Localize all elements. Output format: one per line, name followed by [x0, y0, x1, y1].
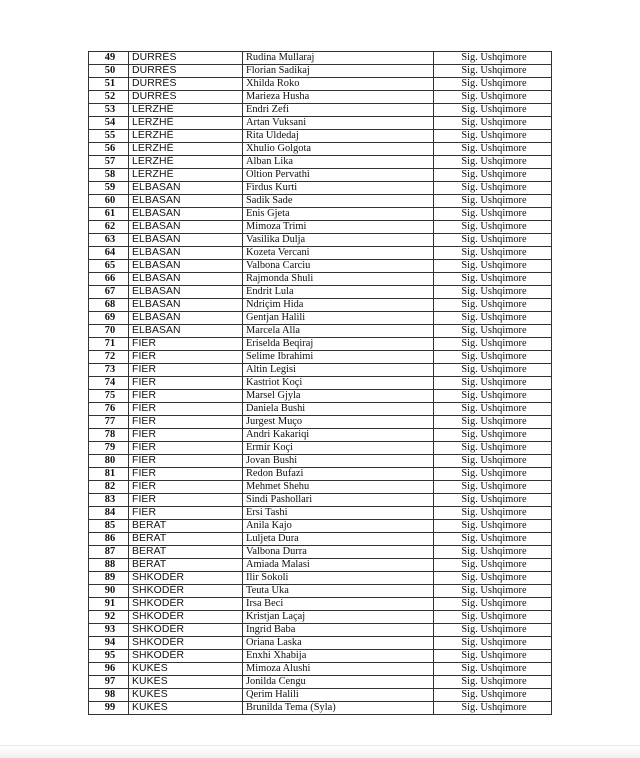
role-cell: Sig. Ushqimore [434, 572, 552, 585]
table-row [89, 65, 552, 78]
table-row [89, 325, 552, 338]
row-number-cell: 88 [89, 559, 129, 572]
role-cell: Sig. Ushqimore [434, 338, 552, 351]
person-name-cell: Daniela Bushi [243, 403, 434, 416]
role-cell: Sig. Ushqimore [434, 52, 552, 65]
city-cell: BERAT [129, 520, 243, 533]
table-row [89, 546, 552, 559]
person-name-cell: Kristjan Laçaj [243, 611, 434, 624]
person-name-cell: Luljeta Dura [243, 533, 434, 546]
city-cell: LERZHË [129, 117, 243, 130]
role-cell: Sig. Ushqimore [434, 104, 552, 117]
role-cell: Sig. Ushqimore [434, 611, 552, 624]
city-cell: SHKODËR [129, 637, 243, 650]
person-name-cell: Marsel Gjyla [243, 390, 434, 403]
row-number-cell: 56 [89, 143, 129, 156]
city-cell: FIER [129, 338, 243, 351]
row-number-cell: 67 [89, 286, 129, 299]
table-row [89, 286, 552, 299]
row-number-cell: 86 [89, 533, 129, 546]
person-name-cell: Mimoza Trimi [243, 221, 434, 234]
person-name-cell: Rajmonda Shuli [243, 273, 434, 286]
person-name-cell: Alban Lika [243, 156, 434, 169]
person-name-cell: Kozeta Vercani [243, 247, 434, 260]
city-cell: LERZHË [129, 104, 243, 117]
table-row [89, 208, 552, 221]
table-row [89, 260, 552, 273]
staff-table-body [89, 52, 552, 715]
row-number-cell: 59 [89, 182, 129, 195]
table-row [89, 247, 552, 260]
table-row [89, 351, 552, 364]
row-number-cell: 72 [89, 351, 129, 364]
person-name-cell: Marcela Alla [243, 325, 434, 338]
row-number-cell: 70 [89, 325, 129, 338]
row-number-cell: 82 [89, 481, 129, 494]
role-cell: Sig. Ushqimore [434, 533, 552, 546]
city-cell: ELBASAN [129, 260, 243, 273]
row-number-cell: 61 [89, 208, 129, 221]
city-cell: FIER [129, 351, 243, 364]
role-cell: Sig. Ushqimore [434, 273, 552, 286]
person-name-cell: Ilir Sokoli [243, 572, 434, 585]
person-name-cell: Rudina Mullaraj [243, 52, 434, 65]
role-cell: Sig. Ushqimore [434, 390, 552, 403]
person-name-cell: Artan Vuksani [243, 117, 434, 130]
row-number-cell: 64 [89, 247, 129, 260]
table-row [89, 663, 552, 676]
person-name-cell: Endri Zefi [243, 104, 434, 117]
row-number-cell: 74 [89, 377, 129, 390]
person-name-cell: Marieza Husha [243, 91, 434, 104]
table-row [89, 195, 552, 208]
role-cell: Sig. Ushqimore [434, 598, 552, 611]
role-cell: Sig. Ushqimore [434, 156, 552, 169]
role-cell: Sig. Ushqimore [434, 403, 552, 416]
city-cell: FIER [129, 468, 243, 481]
table-row [89, 702, 552, 715]
city-cell: ELBASAN [129, 247, 243, 260]
table-row [89, 312, 552, 325]
table-row [89, 689, 552, 702]
row-number-cell: 73 [89, 364, 129, 377]
person-name-cell: Jovan Bushi [243, 455, 434, 468]
role-cell: Sig. Ushqimore [434, 195, 552, 208]
role-cell: Sig. Ushqimore [434, 585, 552, 598]
city-cell: SHKODËR [129, 598, 243, 611]
row-number-cell: 76 [89, 403, 129, 416]
row-number-cell: 71 [89, 338, 129, 351]
person-name-cell: Vasilika Dulja [243, 234, 434, 247]
row-number-cell: 55 [89, 130, 129, 143]
table-row [89, 507, 552, 520]
city-cell: ELBASAN [129, 312, 243, 325]
person-name-cell: Mehmet Shehu [243, 481, 434, 494]
role-cell: Sig. Ushqimore [434, 169, 552, 182]
row-number-cell: 85 [89, 520, 129, 533]
person-name-cell: Jurgest Muço [243, 416, 434, 429]
city-cell: FIER [129, 429, 243, 442]
city-cell: KUKËS [129, 689, 243, 702]
table-row [89, 637, 552, 650]
person-name-cell: Xhulio Golgota [243, 143, 434, 156]
role-cell: Sig. Ushqimore [434, 182, 552, 195]
person-name-cell: Redon Bufazi [243, 468, 434, 481]
role-cell: Sig. Ushqimore [434, 286, 552, 299]
table-row [89, 338, 552, 351]
role-cell: Sig. Ushqimore [434, 637, 552, 650]
person-name-cell: Endrit Lula [243, 286, 434, 299]
city-cell: ELBASAN [129, 221, 243, 234]
role-cell: Sig. Ushqimore [434, 455, 552, 468]
table-row [89, 221, 552, 234]
person-name-cell: Florian Sadikaj [243, 65, 434, 78]
city-cell: DURRËS [129, 91, 243, 104]
city-cell: DURRËS [129, 78, 243, 91]
row-number-cell: 87 [89, 546, 129, 559]
role-cell: Sig. Ushqimore [434, 65, 552, 78]
row-number-cell: 69 [89, 312, 129, 325]
staff-table [88, 51, 552, 715]
role-cell: Sig. Ushqimore [434, 507, 552, 520]
table-row [89, 650, 552, 663]
role-cell: Sig. Ushqimore [434, 546, 552, 559]
city-cell: DURRËS [129, 65, 243, 78]
person-name-cell: Valbona Durra [243, 546, 434, 559]
row-number-cell: 98 [89, 689, 129, 702]
person-name-cell: Enis Gjeta [243, 208, 434, 221]
table-row [89, 169, 552, 182]
row-number-cell: 51 [89, 78, 129, 91]
table-row [89, 455, 552, 468]
city-cell: FIER [129, 494, 243, 507]
person-name-cell: Teuta Uka [243, 585, 434, 598]
row-number-cell: 96 [89, 663, 129, 676]
row-number-cell: 53 [89, 104, 129, 117]
row-number-cell: 81 [89, 468, 129, 481]
city-cell: LERZHË [129, 130, 243, 143]
city-cell: FIER [129, 455, 243, 468]
role-cell: Sig. Ushqimore [434, 481, 552, 494]
row-number-cell: 62 [89, 221, 129, 234]
role-cell: Sig. Ushqimore [434, 78, 552, 91]
city-cell: FIER [129, 442, 243, 455]
row-number-cell: 75 [89, 390, 129, 403]
row-number-cell: 93 [89, 624, 129, 637]
role-cell: Sig. Ushqimore [434, 364, 552, 377]
role-cell: Sig. Ushqimore [434, 312, 552, 325]
table-row [89, 585, 552, 598]
person-name-cell: Qerim Halili [243, 689, 434, 702]
table-row [89, 117, 552, 130]
city-cell: FIER [129, 507, 243, 520]
person-name-cell: Gentjan Halili [243, 312, 434, 325]
role-cell: Sig. Ushqimore [434, 325, 552, 338]
row-number-cell: 80 [89, 455, 129, 468]
row-number-cell: 99 [89, 702, 129, 715]
city-cell: FIER [129, 481, 243, 494]
person-name-cell: Altin Legisi [243, 364, 434, 377]
table-row [89, 364, 552, 377]
city-cell: KUKËS [129, 702, 243, 715]
city-cell: LERZHË [129, 143, 243, 156]
city-cell: DURRËS [129, 52, 243, 65]
city-cell: ELBASAN [129, 286, 243, 299]
person-name-cell: Xhilda Roko [243, 78, 434, 91]
table-row [89, 624, 552, 637]
table-row [89, 52, 552, 65]
role-cell: Sig. Ushqimore [434, 260, 552, 273]
role-cell: Sig. Ushqimore [434, 650, 552, 663]
table-row [89, 611, 552, 624]
table-row [89, 429, 552, 442]
row-number-cell: 60 [89, 195, 129, 208]
city-cell: BERAT [129, 546, 243, 559]
row-number-cell: 79 [89, 442, 129, 455]
row-number-cell: 84 [89, 507, 129, 520]
city-cell: FIER [129, 403, 243, 416]
row-number-cell: 57 [89, 156, 129, 169]
city-cell: KUKËS [129, 663, 243, 676]
row-number-cell: 90 [89, 585, 129, 598]
row-number-cell: 91 [89, 598, 129, 611]
row-number-cell: 92 [89, 611, 129, 624]
row-number-cell: 68 [89, 299, 129, 312]
table-row [89, 104, 552, 117]
table-row [89, 533, 552, 546]
city-cell: KUKËS [129, 676, 243, 689]
role-cell: Sig. Ushqimore [434, 624, 552, 637]
row-number-cell: 54 [89, 117, 129, 130]
role-cell: Sig. Ushqimore [434, 117, 552, 130]
person-name-cell: Jonilda Cengu [243, 676, 434, 689]
city-cell: FIER [129, 377, 243, 390]
role-cell: Sig. Ushqimore [434, 130, 552, 143]
row-number-cell: 95 [89, 650, 129, 663]
role-cell: Sig. Ushqimore [434, 559, 552, 572]
row-number-cell: 78 [89, 429, 129, 442]
city-cell: ELBASAN [129, 182, 243, 195]
table-row [89, 520, 552, 533]
person-name-cell: Kastriot Koçi [243, 377, 434, 390]
city-cell: SHKODËR [129, 650, 243, 663]
table-row [89, 572, 552, 585]
row-number-cell: 66 [89, 273, 129, 286]
city-cell: FIER [129, 416, 243, 429]
role-cell: Sig. Ushqimore [434, 247, 552, 260]
role-cell: Sig. Ushqimore [434, 468, 552, 481]
role-cell: Sig. Ushqimore [434, 520, 552, 533]
city-cell: ELBASAN [129, 325, 243, 338]
person-name-cell: Firdus Kurti [243, 182, 434, 195]
person-name-cell: Valbona Carciu [243, 260, 434, 273]
person-name-cell: Selime Ibrahimi [243, 351, 434, 364]
table-row [89, 156, 552, 169]
table-row [89, 481, 552, 494]
role-cell: Sig. Ushqimore [434, 377, 552, 390]
table-row [89, 234, 552, 247]
role-cell: Sig. Ushqimore [434, 429, 552, 442]
role-cell: Sig. Ushqimore [434, 91, 552, 104]
city-cell: LERZHË [129, 169, 243, 182]
table-row [89, 78, 552, 91]
city-cell: LERZHË [129, 156, 243, 169]
row-number-cell: 83 [89, 494, 129, 507]
person-name-cell: Enxhi Xhabija [243, 650, 434, 663]
table-row [89, 182, 552, 195]
person-name-cell: Oltion Pervathi [243, 169, 434, 182]
city-cell: BERAT [129, 533, 243, 546]
person-name-cell: Mimoza Alushi [243, 663, 434, 676]
person-name-cell: Irsa Beci [243, 598, 434, 611]
person-name-cell: Ingrid Baba [243, 624, 434, 637]
row-number-cell: 97 [89, 676, 129, 689]
city-cell: ELBASAN [129, 299, 243, 312]
role-cell: Sig. Ushqimore [434, 676, 552, 689]
table-row [89, 494, 552, 507]
table-row [89, 143, 552, 156]
person-name-cell: Eriselda Beqiraj [243, 338, 434, 351]
city-cell: FIER [129, 390, 243, 403]
city-cell: ELBASAN [129, 273, 243, 286]
row-number-cell: 77 [89, 416, 129, 429]
table-row [89, 91, 552, 104]
city-cell: SHKODËR [129, 572, 243, 585]
role-cell: Sig. Ushqimore [434, 442, 552, 455]
city-cell: ELBASAN [129, 234, 243, 247]
table-row [89, 403, 552, 416]
city-cell: ELBASAN [129, 195, 243, 208]
person-name-cell: Ermir Koçi [243, 442, 434, 455]
role-cell: Sig. Ushqimore [434, 416, 552, 429]
table-row [89, 377, 552, 390]
role-cell: Sig. Ushqimore [434, 351, 552, 364]
city-cell: SHKODËR [129, 611, 243, 624]
person-name-cell: Amiada Malasi [243, 559, 434, 572]
role-cell: Sig. Ushqimore [434, 208, 552, 221]
role-cell: Sig. Ushqimore [434, 702, 552, 715]
table-row [89, 299, 552, 312]
person-name-cell: Ersi Tashi [243, 507, 434, 520]
person-name-cell: Ndriçim Hida [243, 299, 434, 312]
city-cell: SHKODËR [129, 585, 243, 598]
role-cell: Sig. Ushqimore [434, 689, 552, 702]
page-bottom-edge [0, 745, 640, 758]
row-number-cell: 50 [89, 65, 129, 78]
person-name-cell: Rita Uldedaj [243, 130, 434, 143]
table-row [89, 130, 552, 143]
row-number-cell: 89 [89, 572, 129, 585]
city-cell: SHKODËR [129, 624, 243, 637]
row-number-cell: 58 [89, 169, 129, 182]
row-number-cell: 52 [89, 91, 129, 104]
person-name-cell: Sindi Pashollari [243, 494, 434, 507]
row-number-cell: 94 [89, 637, 129, 650]
role-cell: Sig. Ushqimore [434, 234, 552, 247]
table-row [89, 416, 552, 429]
table-row [89, 442, 552, 455]
city-cell: BERAT [129, 559, 243, 572]
person-name-cell: Brunilda Tema (Syla) [243, 702, 434, 715]
role-cell: Sig. Ushqimore [434, 494, 552, 507]
city-cell: ELBASAN [129, 208, 243, 221]
row-number-cell: 63 [89, 234, 129, 247]
person-name-cell: Anila Kajo [243, 520, 434, 533]
person-name-cell: Oriana Laska [243, 637, 434, 650]
role-cell: Sig. Ushqimore [434, 221, 552, 234]
role-cell: Sig. Ushqimore [434, 299, 552, 312]
role-cell: Sig. Ushqimore [434, 143, 552, 156]
person-name-cell: Andri Kakariqi [243, 429, 434, 442]
row-number-cell: 65 [89, 260, 129, 273]
table-row [89, 598, 552, 611]
table-row [89, 559, 552, 572]
city-cell: FIER [129, 364, 243, 377]
person-name-cell: Sadik Sade [243, 195, 434, 208]
row-number-cell: 49 [89, 52, 129, 65]
table-row [89, 676, 552, 689]
table-row [89, 390, 552, 403]
role-cell: Sig. Ushqimore [434, 663, 552, 676]
table-row [89, 468, 552, 481]
table-row [89, 273, 552, 286]
